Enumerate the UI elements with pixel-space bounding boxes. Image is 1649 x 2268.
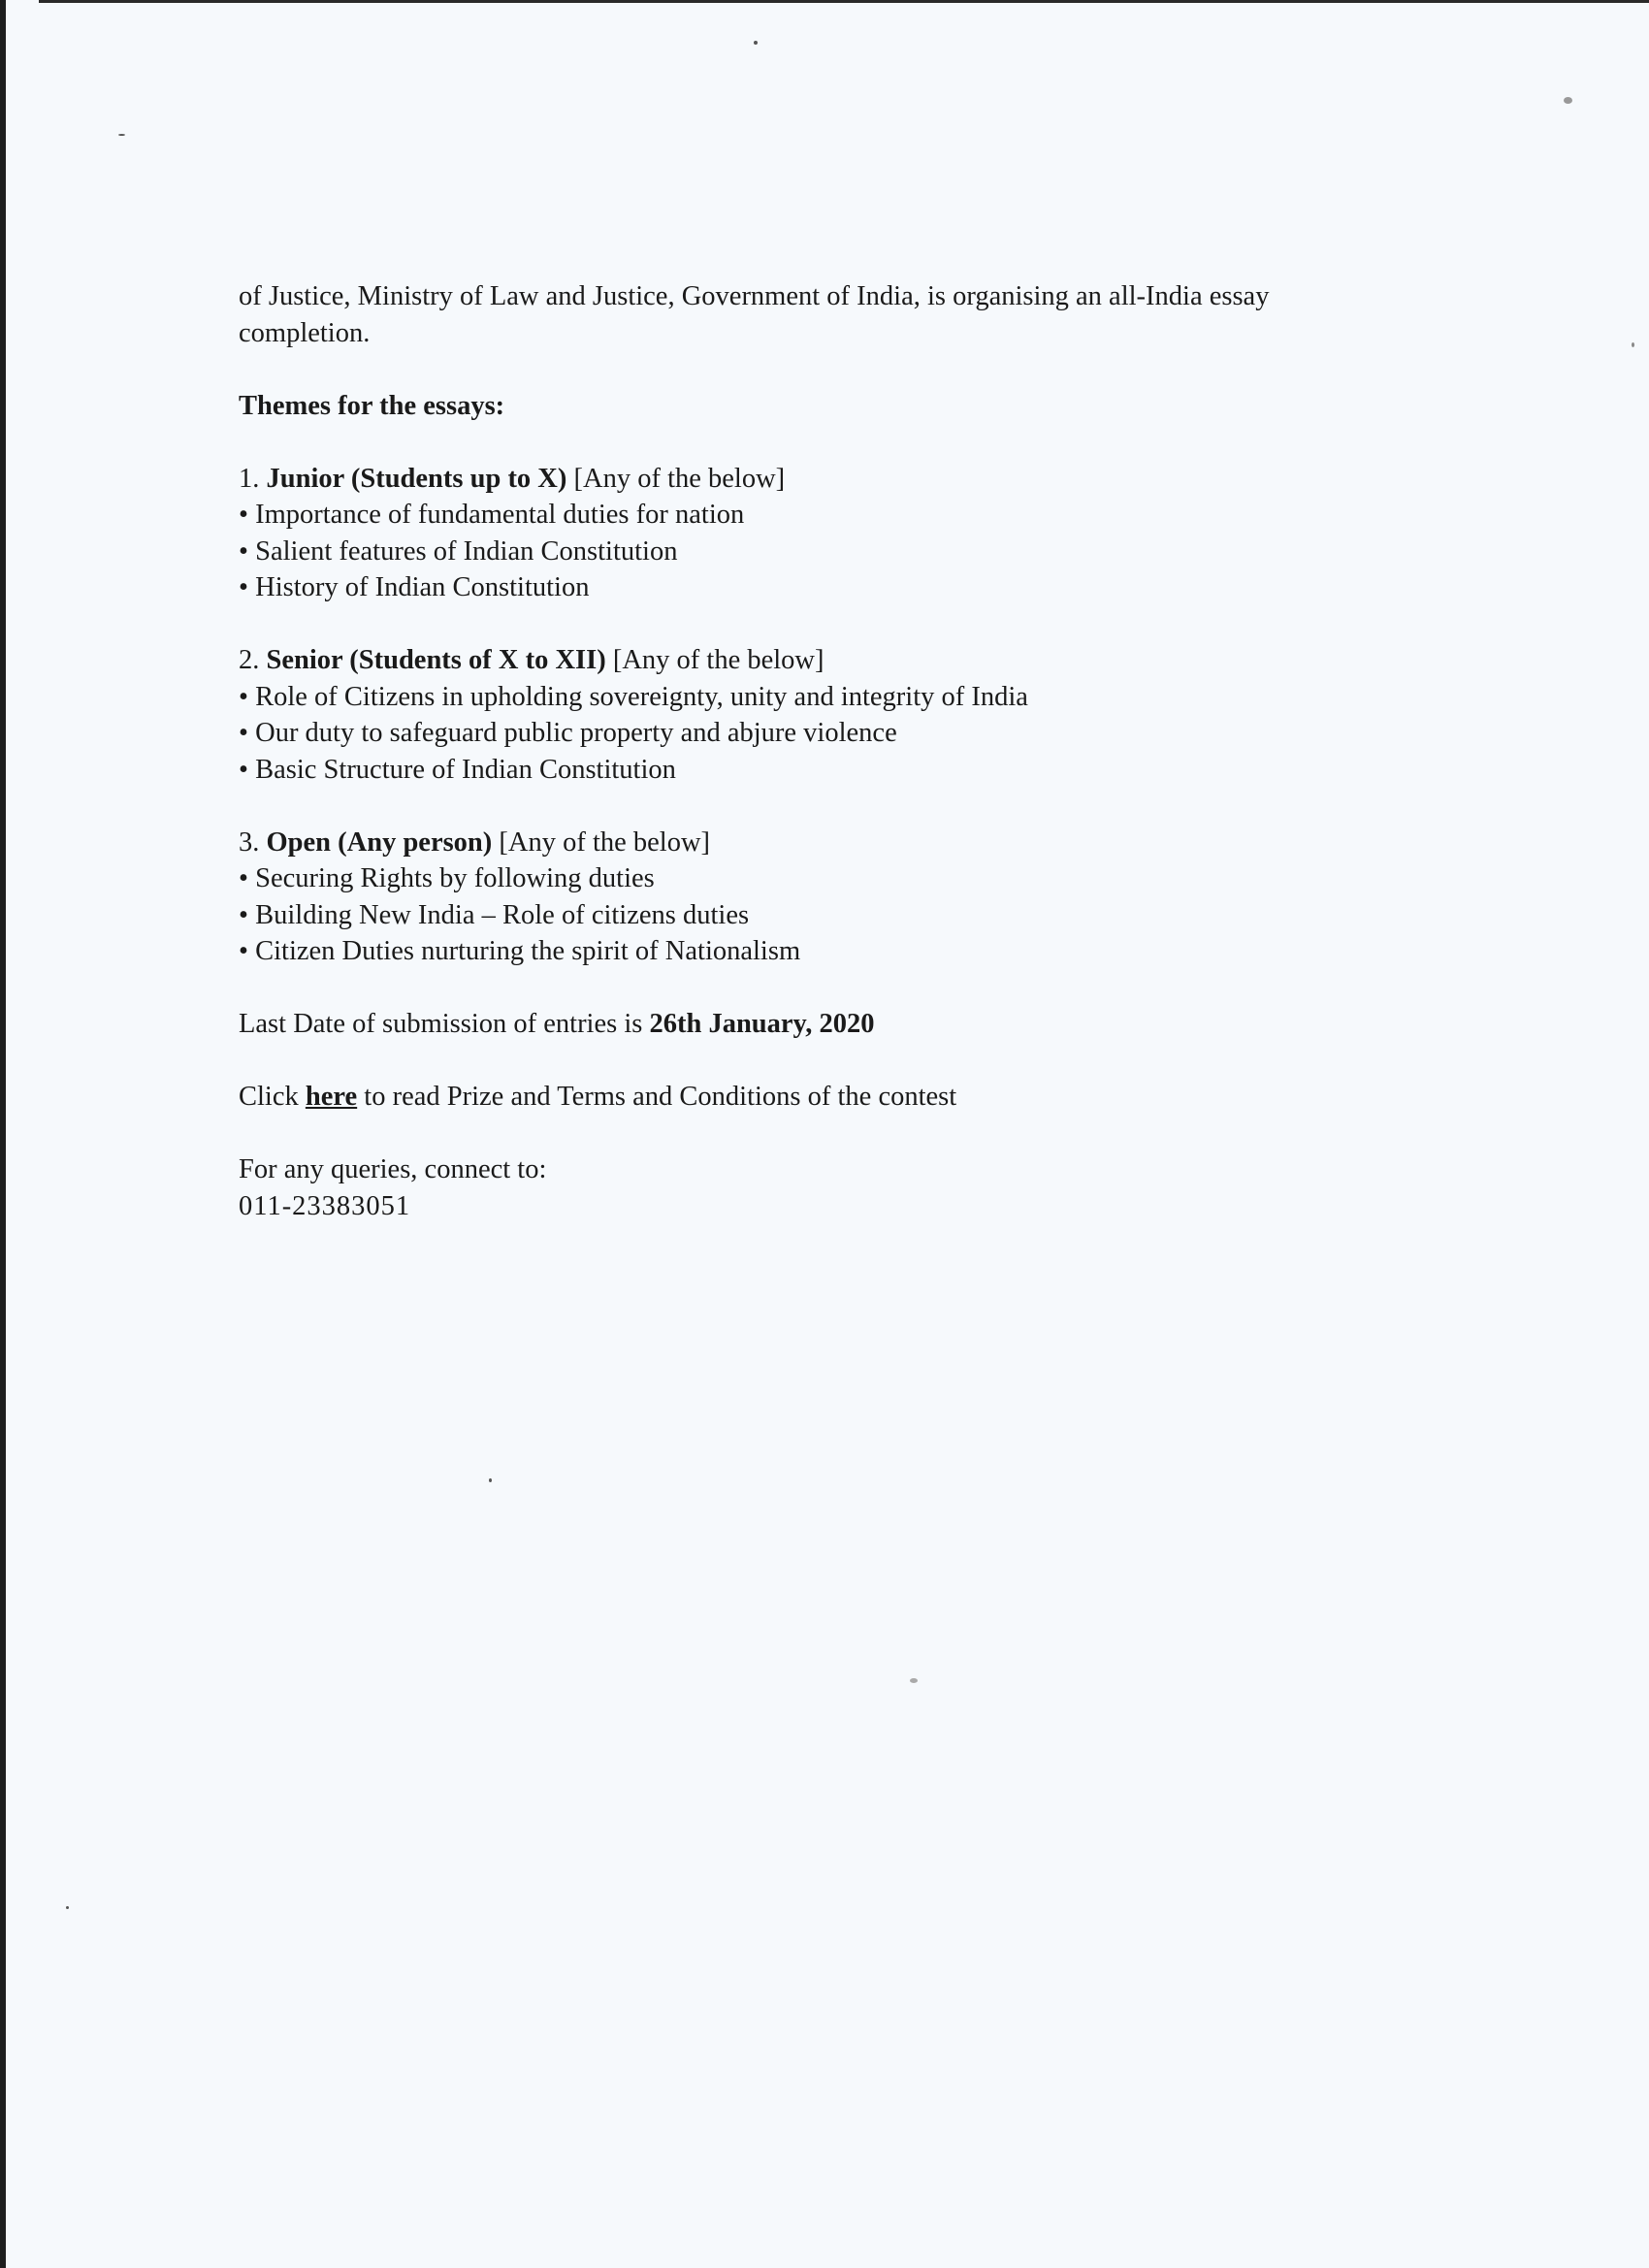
scan-speck bbox=[66, 1906, 69, 1909]
list-item-text: History of Indian Constitution bbox=[255, 572, 590, 602]
deadline-line bbox=[239, 1006, 1441, 1043]
bullet-icon: • bbox=[239, 899, 248, 930]
list-item-text: Our duty to safeguard public property and abjure violence bbox=[255, 718, 897, 748]
list-item bbox=[239, 860, 1441, 897]
scan-top-edge bbox=[39, 0, 1649, 3]
section-note: [Any of the below] bbox=[612, 645, 824, 675]
list-item bbox=[239, 933, 1441, 970]
contact-label: For any queries, connect to: bbox=[239, 1154, 547, 1184]
list-item-text: Securing Rights by following duties bbox=[255, 863, 655, 893]
section-category: Senior (Students of X to XII) bbox=[266, 645, 606, 675]
list-item-text: Building New India – Role of citizens duties bbox=[255, 899, 750, 930]
section-header bbox=[239, 825, 1441, 861]
list-item bbox=[239, 569, 1441, 606]
bullet-icon: • bbox=[239, 535, 248, 567]
bullet-icon: • bbox=[239, 754, 248, 785]
list-item bbox=[239, 897, 1441, 934]
section-senior bbox=[239, 642, 1441, 788]
section-header bbox=[239, 461, 1441, 498]
list-item bbox=[239, 497, 1441, 534]
list-item-text: Basic Structure of Indian Constitution bbox=[255, 754, 676, 785]
bullet-icon: • bbox=[239, 572, 248, 602]
section-number: 3. bbox=[239, 826, 260, 858]
terms-link[interactable]: here bbox=[305, 1082, 358, 1112]
bullet-icon: • bbox=[239, 500, 248, 530]
click-prefix: Click bbox=[239, 1082, 299, 1112]
section-header bbox=[239, 642, 1441, 679]
scan-speck bbox=[754, 41, 758, 45]
scan-speck bbox=[910, 1678, 918, 1683]
bullet-icon: • bbox=[239, 936, 248, 966]
section-note: [Any of the below] bbox=[499, 826, 711, 858]
intro-line-2: completion. bbox=[239, 317, 371, 348]
section-number: 2. bbox=[239, 645, 260, 675]
themes-heading: Themes for the essays: bbox=[239, 390, 505, 421]
section-open bbox=[239, 825, 1441, 970]
bullet-icon: • bbox=[239, 681, 248, 712]
section-category: Open (Any person) bbox=[266, 826, 493, 858]
document-body bbox=[239, 278, 1441, 1224]
list-item-text: Importance of fundamental duties for nation bbox=[255, 500, 745, 530]
list-item bbox=[239, 715, 1441, 752]
list-item-text: Salient features of Indian Constitution bbox=[255, 535, 678, 567]
click-suffix: to read Prize and Terms and Conditions of the contest bbox=[364, 1082, 957, 1112]
section-number: 1. bbox=[239, 463, 260, 494]
terms-line bbox=[239, 1079, 1441, 1116]
scan-speck bbox=[1632, 342, 1634, 347]
scan-speck bbox=[489, 1478, 492, 1482]
scan-speck bbox=[118, 134, 125, 136]
list-item-text: Citizen Duties nurturing the spirit of Nationalism bbox=[255, 936, 801, 966]
section-note: [Any of the below] bbox=[573, 463, 786, 494]
section-category: Junior (Students up to X) bbox=[266, 463, 567, 494]
scan-left-edge bbox=[0, 0, 6, 2268]
list-item-text: Role of Citizens in upholding sovereignty, unity and integrity of India bbox=[255, 681, 1028, 712]
list-item bbox=[239, 679, 1441, 716]
deadline-prefix: Last Date of submission of entries is bbox=[239, 1009, 643, 1039]
scan-speck bbox=[1564, 97, 1572, 104]
list-item bbox=[239, 534, 1441, 570]
list-item bbox=[239, 752, 1441, 789]
intro-line-1: of Justice, Ministry of Law and Justice, Government of India, is organising an all-India essay bbox=[239, 281, 1270, 311]
bullet-icon: • bbox=[239, 863, 248, 893]
deadline-date: 26th January, 2020 bbox=[649, 1009, 875, 1039]
bullet-icon: • bbox=[239, 718, 248, 748]
section-junior bbox=[239, 461, 1441, 606]
contact-phone: 011-23383051 bbox=[239, 1190, 411, 1221]
